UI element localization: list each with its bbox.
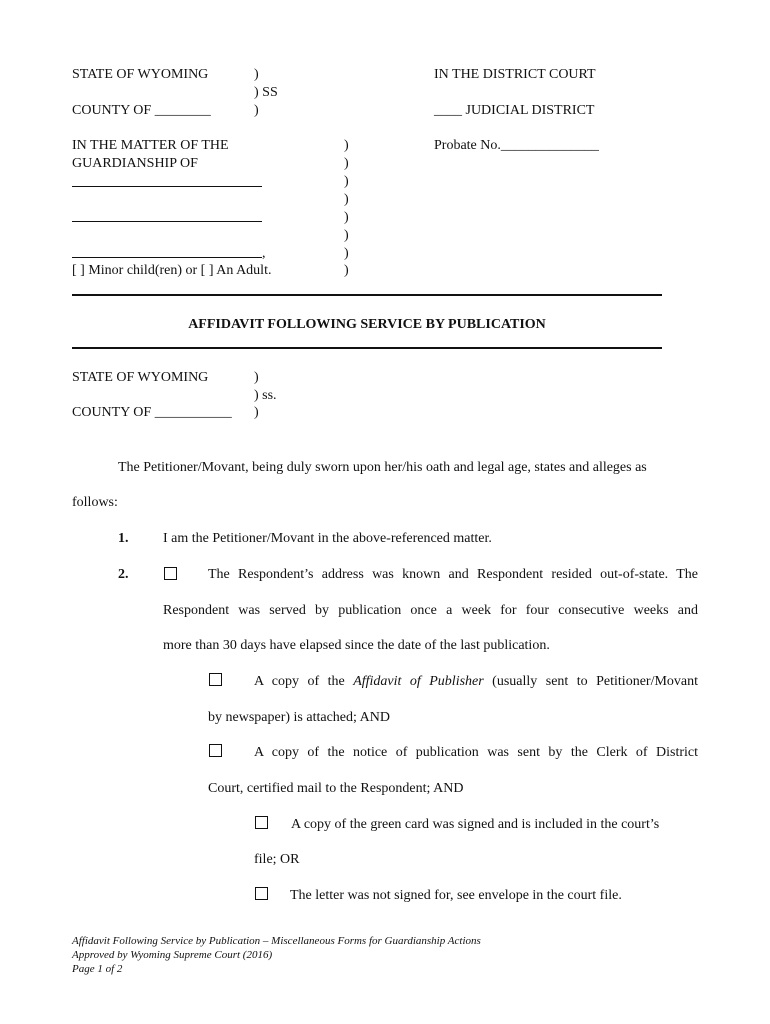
caption-paren: ) [344,192,349,207]
divider [72,347,662,349]
minor-adult-choice: [ ] Minor child(ren) or [ ] An Adult. [72,263,272,278]
judicial-district: ____ JUDICIAL DISTRICT [434,103,595,118]
intro-text: The Petitioner/Movant, being duly sworn upon her/his oath and legal age, states and alleges as [118,460,647,475]
caption-paren: ) [254,67,259,82]
name-blank-line [72,186,262,187]
venue-state: STATE OF WYOMING [72,370,209,385]
name-blank-line [72,221,262,222]
divider [72,294,662,296]
caption-county: COUNTY OF ________ [72,103,211,118]
green-card-checkbox[interactable] [255,816,268,829]
item-2-checkbox[interactable] [164,567,177,580]
caption-state: STATE OF WYOMING [72,67,209,82]
item-1-text: I am the Petitioner/Movant in the above-referenced matter. [163,531,492,546]
caption-paren: ) [254,103,259,118]
name-comma: , [262,246,266,261]
court-name: IN THE DISTRICT COURT [434,67,596,82]
notice-mailed-checkbox[interactable] [209,744,222,757]
letter-not-signed-checkbox[interactable] [255,887,268,900]
sub-item-text: The letter was not signed for, see envelope in the court file. [290,888,622,903]
sub-item-text: A copy of the green card was signed and is included in the court’s [291,817,660,832]
matter-line-2: GUARDIANSHIP OF [72,156,198,171]
caption-paren: ) [344,138,349,153]
sub-item-text: by newspaper) is attached; AND [208,710,390,725]
name-blank-line [72,257,262,258]
caption-paren: ) [344,210,349,225]
item-2-text: more than 30 days have elapsed since the date of the last publication. [163,638,550,653]
item-2-text: Respondent was served by publication once a week for four consecutive weeks and [163,603,698,618]
matter-line-1: IN THE MATTER OF THE [72,138,229,153]
sub-item-text: Court, certified mail to the Respondent; AND [208,781,464,796]
caption-paren: ) [344,228,349,243]
item-1-number: 1. [118,531,129,546]
sub-item-text: A copy of the Affidavit of Publisher (usually sent to Petitioner/Movant [254,674,699,689]
caption-paren: ) [344,263,349,278]
item-2-number: 2. [118,567,129,582]
venue-county: COUNTY OF ___________ [72,405,232,420]
venue-paren-ss: ) ss. [254,388,277,403]
sub-item-text: A copy of the notice of publication was sent by the Clerk of District [254,745,698,760]
venue-paren: ) [254,405,259,420]
intro-text-cont: follows: [72,495,118,510]
probate-number: Probate No.______________ [434,138,599,153]
item-2-text: The Respondent’s address was known and Respondent resided out-of-state. The [208,567,698,582]
footer-title: Affidavit Following Service by Publication – Miscellaneous Forms for Guardianship Actions [72,935,481,947]
caption-paren: ) [344,246,349,261]
caption-paren-ss: ) SS [254,85,278,100]
caption-paren: ) [344,174,349,189]
venue-paren: ) [254,370,259,385]
affidavit-publisher-checkbox[interactable] [209,673,222,686]
sub-item-text: file; OR [254,852,300,867]
document-title: AFFIDAVIT FOLLOWING SERVICE BY PUBLICATION [188,317,546,332]
footer-page-number: Page 1 of 2 [72,963,123,975]
caption-paren: ) [344,156,349,171]
footer-approval: Approved by Wyoming Supreme Court (2016) [72,949,273,961]
